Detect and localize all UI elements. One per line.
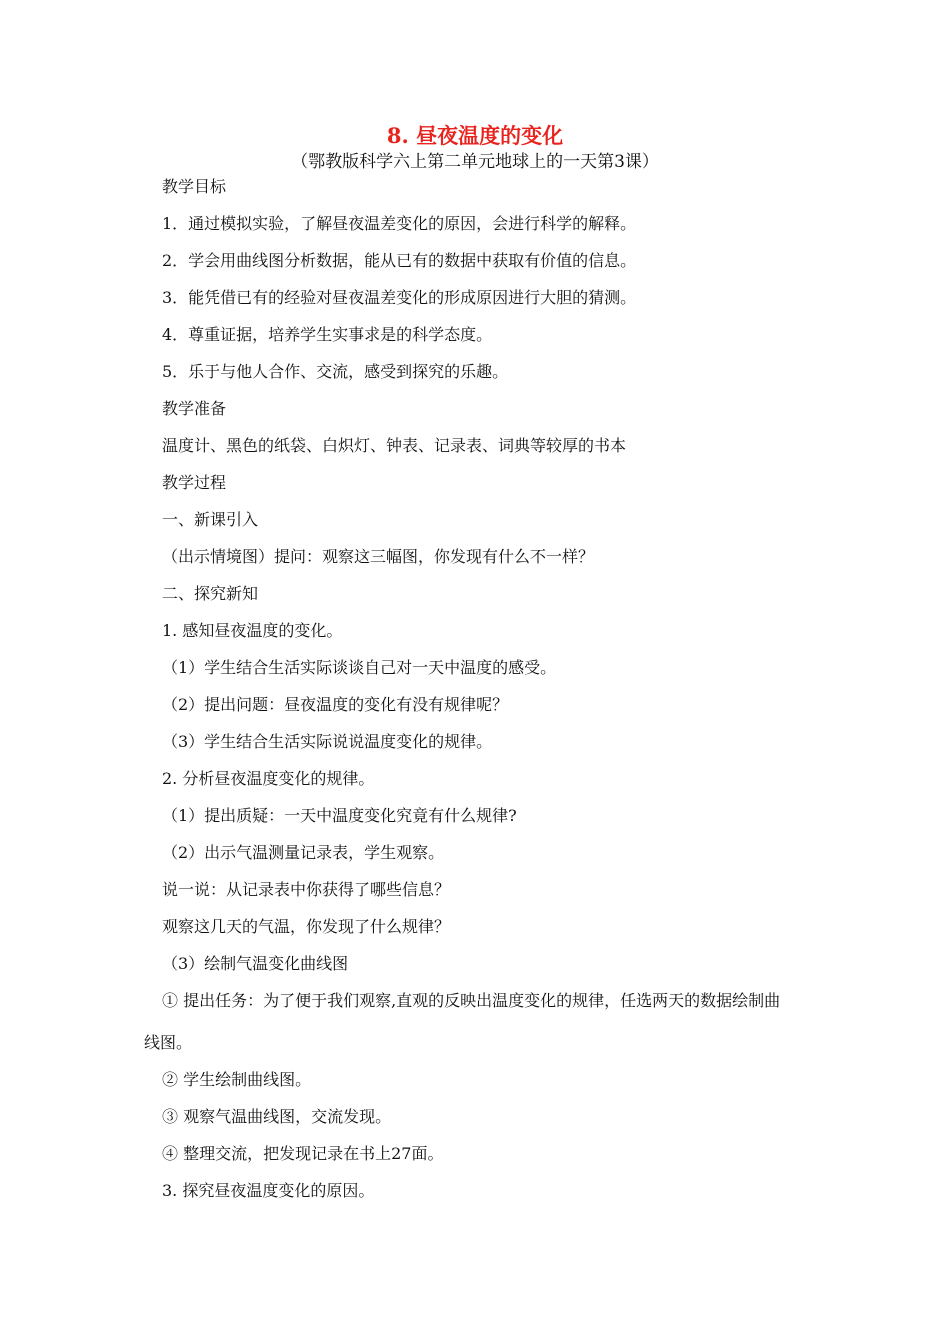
step-heading: 1. 感知昼夜温度的变化。 bbox=[162, 621, 343, 640]
objective-2: 2．学会用曲线图分析数据，能从已有的数据中获取有价值的信息。 bbox=[162, 251, 637, 270]
preparation-materials: 温度计、黑色的纸袋、白炽灯、钟表、记录表、词典等较厚的书本 bbox=[162, 436, 627, 455]
paragraph: ④ 整理交流，把发现记录在书上27面。 bbox=[162, 1144, 444, 1163]
objective-4: 4．尊重证据，培养学生实事求是的科学态度。 bbox=[162, 325, 493, 344]
paragraph: （1）提出质疑：一天中温度变化究竟有什么规律? bbox=[162, 806, 517, 825]
paragraph: （2）提出问题：昼夜温度的变化有没有规律呢？ bbox=[162, 695, 509, 714]
paragraph: （3）学生结合生活实际说说温度变化的规律。 bbox=[162, 732, 493, 751]
objective-3: 3．能凭借已有的经验对昼夜温差变化的形成原因进行大胆的猜测。 bbox=[162, 288, 637, 307]
paragraph: （3）绘制气温变化曲线图 bbox=[162, 954, 349, 973]
section-heading-process: 教学过程 bbox=[162, 473, 227, 492]
step-heading: 3. 探究昼夜温度变化的原因。 bbox=[162, 1181, 375, 1200]
paragraph: （1）学生结合生活实际谈谈自己对一天中温度的感受。 bbox=[162, 658, 557, 677]
paragraph: （2）出示气温测量记录表，学生观察。 bbox=[162, 843, 445, 862]
part-1-heading: 一、新课引入 bbox=[162, 510, 259, 529]
paragraph: 观察这几天的气温，你发现了什么规律？ bbox=[162, 917, 451, 936]
paragraph: ② 学生绘制曲线图。 bbox=[162, 1070, 312, 1089]
document-title: 8. 昼夜温度的变化 bbox=[386, 123, 564, 148]
paragraph: 说一说：从记录表中你获得了哪些信息？ bbox=[162, 880, 451, 899]
paragraph-continuation: 线图。 bbox=[144, 1033, 193, 1052]
objective-1: 1．通过模拟实验，了解昼夜温差变化的原因，会进行科学的解释。 bbox=[162, 214, 637, 233]
paragraph: ① 提出任务：为了便于我们观察,直观的反映出温度变化的规律，任选两天的数据绘制曲 bbox=[162, 991, 781, 1010]
paragraph: （出示情境图）提问：观察这三幅图，你发现有什么不一样？ bbox=[162, 547, 595, 566]
document-subtitle: （鄂教版科学六上第二单元地球上的一天第3课） bbox=[291, 152, 659, 172]
step-heading: 2. 分析昼夜温度变化的规律。 bbox=[162, 769, 375, 788]
section-heading-objectives: 教学目标 bbox=[162, 177, 227, 196]
objective-5: 5．乐于与他人合作、交流，感受到探究的乐趣。 bbox=[162, 362, 509, 381]
section-heading-preparation: 教学准备 bbox=[162, 399, 227, 418]
part-2-heading: 二、探究新知 bbox=[162, 584, 259, 603]
paragraph: ③ 观察气温曲线图，交流发现。 bbox=[162, 1107, 392, 1126]
